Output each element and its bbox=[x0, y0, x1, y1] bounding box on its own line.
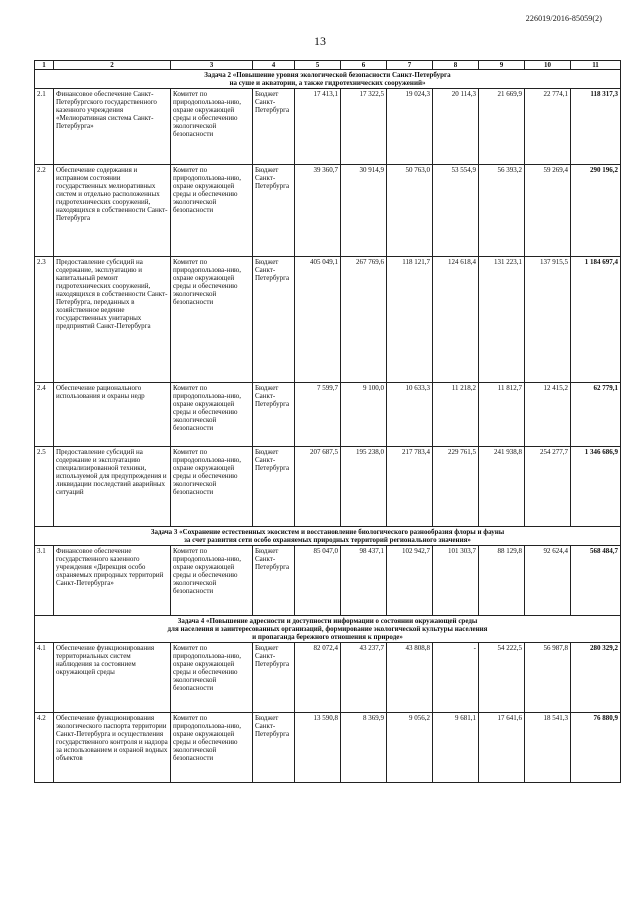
value-cell: 17 322,5 bbox=[341, 89, 387, 165]
value-cell: 8 369,9 bbox=[341, 713, 387, 783]
activity-name: Обеспечение содержания и исправном состоянии государственных мелиоративных систем и отдельно расположенных гидротехнических сооружений, находящихся в собственности Санкт-Петербурга bbox=[54, 165, 171, 257]
total-cell: 118 317,3 bbox=[571, 89, 621, 165]
funding-source: Бюджет Санкт-Петербурга bbox=[253, 447, 295, 527]
value-cell: 22 774,1 bbox=[525, 89, 571, 165]
value-cell: 131 223,1 bbox=[479, 257, 525, 383]
section-title-line: Задача 3 «Сохранение естественных экосистем и восстановление биологического разнообразия флоры и фауны bbox=[150, 528, 505, 536]
executor: Комитет по природопользова-нию, охране окружающей среды и обеспечению экологической безопасности bbox=[171, 713, 253, 783]
executor: Комитет по природопользова-нию, охране окружающей среды и обеспечению экологической безопасности bbox=[171, 165, 253, 257]
value-cell: 39 360,7 bbox=[295, 165, 341, 257]
column-number-row bbox=[35, 61, 621, 70]
budget-table bbox=[34, 60, 621, 783]
value-cell: 92 624,4 bbox=[525, 546, 571, 616]
executor: Комитет по природопользова-нию, охране окружающей среды и обеспечению экологической безопасности bbox=[171, 383, 253, 447]
activity-name: Обеспечение функционирования экологического паспорта территории Санкт-Петербурга и осуществления государственного контроля и надзора за использованием и охраной водных объектов bbox=[54, 713, 171, 783]
row-index: 2.3 bbox=[35, 257, 54, 383]
row-index: 3.1 bbox=[35, 546, 54, 616]
executor: Комитет по природопользова-нию, охране окружающей среды и обеспечению экологической безопасности bbox=[171, 257, 253, 383]
value-cell: 17 641,6 bbox=[479, 713, 525, 783]
funding-source: Бюджет Санкт-Петербурга bbox=[253, 546, 295, 616]
value-cell: 59 269,4 bbox=[525, 165, 571, 257]
column-header: 4 bbox=[253, 61, 295, 70]
value-cell: 88 129,8 bbox=[479, 546, 525, 616]
value-cell: 137 915,5 bbox=[525, 257, 571, 383]
row-index: 4.1 bbox=[35, 643, 54, 713]
value-cell: 56 987,8 bbox=[525, 643, 571, 713]
value-cell: 19 024,3 bbox=[387, 89, 433, 165]
value-cell: 7 599,7 bbox=[295, 383, 341, 447]
value-cell: 54 222,5 bbox=[479, 643, 525, 713]
column-header: 5 bbox=[295, 61, 341, 70]
table-row bbox=[35, 643, 621, 713]
section-title bbox=[35, 527, 621, 546]
value-cell: 82 072,4 bbox=[295, 643, 341, 713]
section-title-line: и пропаганда бережного отношения к природе» bbox=[252, 633, 403, 641]
value-cell: 254 277,7 bbox=[525, 447, 571, 527]
column-header: 10 bbox=[525, 61, 571, 70]
value-cell: 21 669,9 bbox=[479, 89, 525, 165]
value-cell: 17 413,1 bbox=[295, 89, 341, 165]
row-index: 4.2 bbox=[35, 713, 54, 783]
section-title bbox=[35, 616, 621, 643]
value-cell: 405 049,1 bbox=[295, 257, 341, 383]
value-cell: 85 047,0 bbox=[295, 546, 341, 616]
table-row bbox=[35, 447, 621, 527]
table-row bbox=[35, 257, 621, 383]
funding-source: Бюджет Санкт-Петербурга bbox=[253, 713, 295, 783]
value-cell: 9 100,0 bbox=[341, 383, 387, 447]
value-cell: 18 541,3 bbox=[525, 713, 571, 783]
activity-name: Финансовое обеспечение государственного казенного учреждения «Дирекция особо охраняемых природных территорий Санкт-Петербурга» bbox=[54, 546, 171, 616]
row-index: 2.1 bbox=[35, 89, 54, 165]
value-cell: 43 808,8 bbox=[387, 643, 433, 713]
funding-source: Бюджет Санкт-Петербурга bbox=[253, 643, 295, 713]
row-index: 2.4 bbox=[35, 383, 54, 447]
table-row bbox=[35, 89, 621, 165]
section-title-line: для населения и заинтересованных организаций, формирование экологической культуры населения bbox=[167, 625, 488, 633]
value-cell: 195 238,0 bbox=[341, 447, 387, 527]
funding-source: Бюджет Санкт-Петербурга bbox=[253, 89, 295, 165]
value-cell: 53 554,9 bbox=[433, 165, 479, 257]
value-cell: 229 761,5 bbox=[433, 447, 479, 527]
total-cell: 280 329,2 bbox=[571, 643, 621, 713]
value-cell: 12 415,2 bbox=[525, 383, 571, 447]
value-cell: 50 763,0 bbox=[387, 165, 433, 257]
funding-source: Бюджет Санкт-Петербурга bbox=[253, 383, 295, 447]
table-row bbox=[35, 383, 621, 447]
section-title-line: Задача 4 «Повышение адресности и доступности информации о состоянии окружающей среды bbox=[177, 617, 478, 625]
section-header-row bbox=[35, 527, 621, 546]
activity-name: Обеспечение рационального использования и охраны недр bbox=[54, 383, 171, 447]
value-cell: 11 812,7 bbox=[479, 383, 525, 447]
section-title-line: за счет развития сети особо охраняемых природных территорий регионального значения» bbox=[184, 536, 471, 544]
column-header: 11 bbox=[571, 61, 621, 70]
document-id: 226019/2016-85059(2) bbox=[525, 14, 602, 23]
table-row bbox=[35, 713, 621, 783]
table-row bbox=[35, 165, 621, 257]
column-header: 1 bbox=[35, 61, 54, 70]
column-header: 8 bbox=[433, 61, 479, 70]
funding-source: Бюджет Санкт-Петербурга bbox=[253, 165, 295, 257]
column-header: 9 bbox=[479, 61, 525, 70]
table-row bbox=[35, 546, 621, 616]
section-title-line: на суше и акватории, а также гидротехнических сооружений» bbox=[229, 79, 426, 87]
activity-name: Обеспечение функционирования территориальных систем наблюдения за состоянием окружающей среды bbox=[54, 643, 171, 713]
value-cell: 207 687,5 bbox=[295, 447, 341, 527]
section-header-row bbox=[35, 70, 621, 89]
value-cell: - bbox=[433, 643, 479, 713]
column-header: 7 bbox=[387, 61, 433, 70]
value-cell: 9 681,1 bbox=[433, 713, 479, 783]
activity-name: Финансовое обеспечение Санкт-Петербургского государственного казенного учреждения «Мелиоративная система Санкт-Петербурга» bbox=[54, 89, 171, 165]
row-index: 2.5 bbox=[35, 447, 54, 527]
total-cell: 62 779,1 bbox=[571, 383, 621, 447]
value-cell: 102 942,7 bbox=[387, 546, 433, 616]
value-cell: 11 218,2 bbox=[433, 383, 479, 447]
value-cell: 217 783,4 bbox=[387, 447, 433, 527]
funding-source: Бюджет Санкт-Петербурга bbox=[253, 257, 295, 383]
section-header-row bbox=[35, 616, 621, 643]
value-cell: 10 633,3 bbox=[387, 383, 433, 447]
value-cell: 43 237,7 bbox=[341, 643, 387, 713]
value-cell: 118 121,7 bbox=[387, 257, 433, 383]
total-cell: 290 196,2 bbox=[571, 165, 621, 257]
value-cell: 30 914,9 bbox=[341, 165, 387, 257]
executor: Комитет по природопользова-нию, охране окружающей среды и обеспечению экологической безопасности bbox=[171, 546, 253, 616]
section-title-line: Задача 2 «Повышение уровня экологической безопасности Санкт-Петербурга bbox=[204, 71, 451, 79]
executor: Комитет по природопользова-нию, охране окружающей среды и обеспечению экологической безопасности bbox=[171, 643, 253, 713]
activity-name: Предоставление субсидий на содержание и эксплуатацию специализированной техники, используемой для предупреждения и ликвидации последствий аварийных ситуаций bbox=[54, 447, 171, 527]
column-header: 2 bbox=[54, 61, 171, 70]
executor: Комитет по природопользова-нию, охране окружающей среды и обеспечению экологической безопасности bbox=[171, 89, 253, 165]
total-cell: 76 880,9 bbox=[571, 713, 621, 783]
row-index: 2.2 bbox=[35, 165, 54, 257]
total-cell: 1 346 686,9 bbox=[571, 447, 621, 527]
value-cell: 13 590,8 bbox=[295, 713, 341, 783]
value-cell: 101 303,7 bbox=[433, 546, 479, 616]
total-cell: 1 184 697,4 bbox=[571, 257, 621, 383]
page-number: 13 bbox=[314, 34, 326, 48]
section-title bbox=[35, 70, 621, 89]
value-cell: 20 114,3 bbox=[433, 89, 479, 165]
value-cell: 124 618,4 bbox=[433, 257, 479, 383]
value-cell: 9 056,2 bbox=[387, 713, 433, 783]
column-header: 6 bbox=[341, 61, 387, 70]
value-cell: 241 938,8 bbox=[479, 447, 525, 527]
value-cell: 98 437,1 bbox=[341, 546, 387, 616]
total-cell: 568 484,7 bbox=[571, 546, 621, 616]
activity-name: Предоставление субсидий на содержание, эксплуатацию и капитальный ремонт гидротехнических сооружений, находящихся в собственности Санкт-Петербурга, переданных в хозяйственное ведение государственных унитарных предприятий Санкт-Петербурга bbox=[54, 257, 171, 383]
value-cell: 267 769,6 bbox=[341, 257, 387, 383]
executor: Комитет по природопользова-нию, охране окружающей среды и обеспечению экологической безопасности bbox=[171, 447, 253, 527]
column-header: 3 bbox=[171, 61, 253, 70]
value-cell: 56 393,2 bbox=[479, 165, 525, 257]
table-body bbox=[35, 70, 621, 783]
